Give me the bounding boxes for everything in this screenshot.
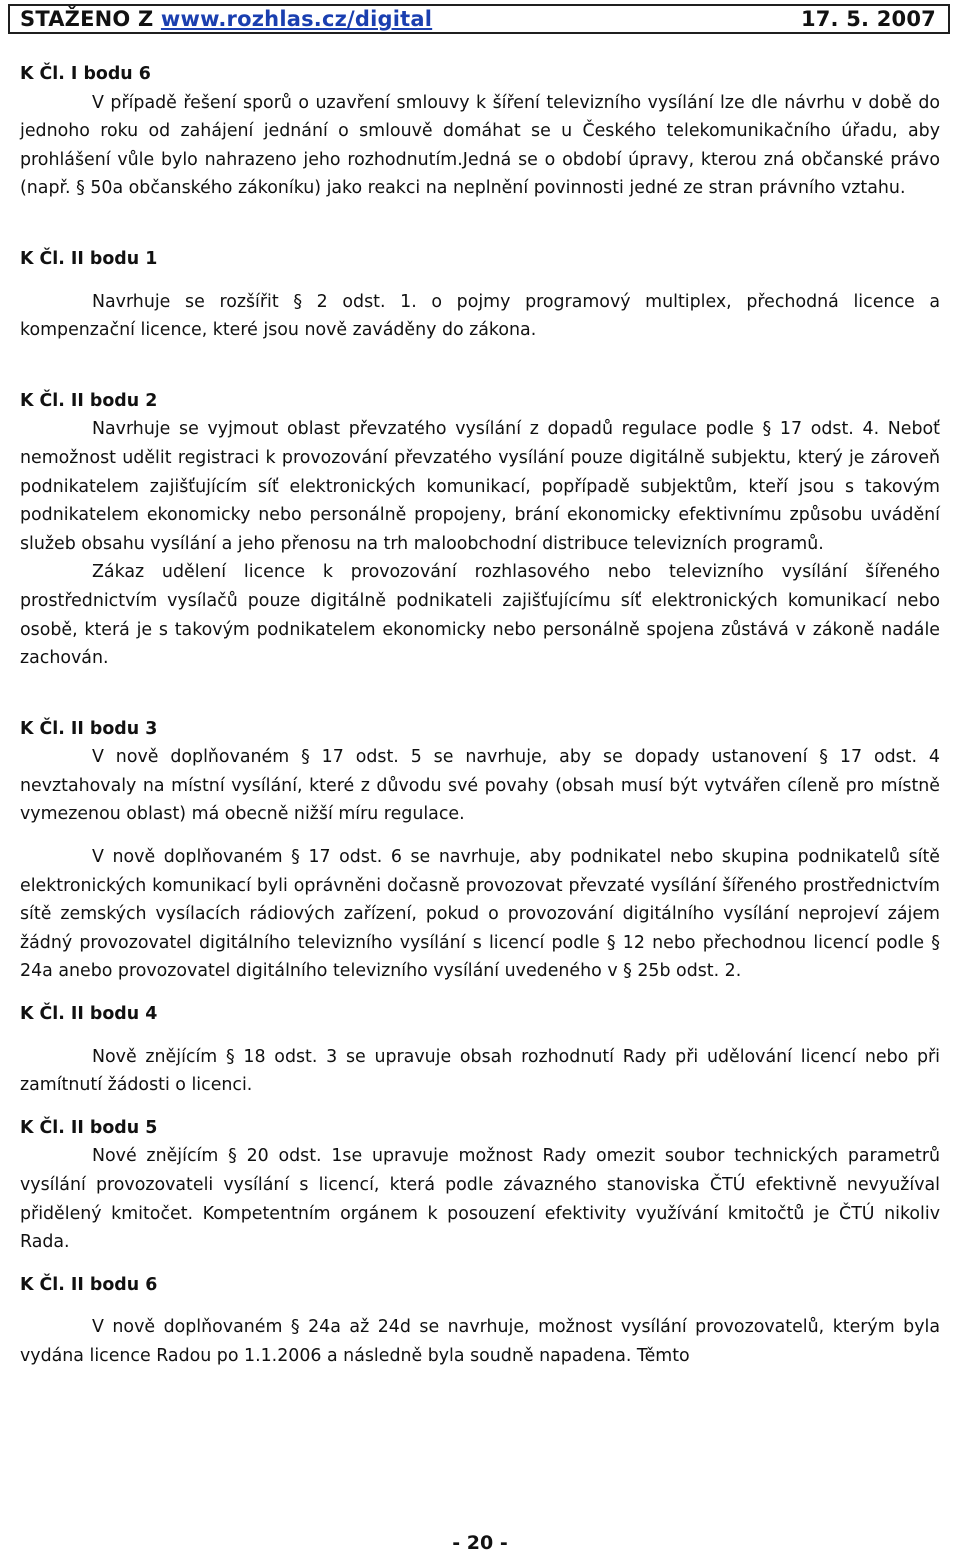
section-cl-ii-bodu-5 <box>20 1114 940 1257</box>
document-body <box>20 60 940 1371</box>
section-heading: K Čl. II bodu 2 <box>20 390 158 411</box>
section-cl-ii-bodu-6 <box>20 1271 940 1371</box>
header-prefix: STAŽENO Z <box>20 7 161 31</box>
page-number: - 20 - <box>452 1532 508 1554</box>
source-link[interactable]: www.rozhlas.cz/digital <box>160 7 433 31</box>
section-heading: K Čl. II bodu 1 <box>20 248 158 269</box>
section-cl-ii-bodu-3 <box>20 715 940 986</box>
section-heading: K Čl. II bodu 4 <box>20 1004 158 1025</box>
paragraph: Nově znějícím § 18 odst. 3 se upravuje obsah rozhodnutí Rady při udělování licencí nebo při zamítnutí žádosti o licenci. <box>20 1046 940 1096</box>
paragraph: Navrhuje se rozšířit § 2 odst. 1. o pojmy programový multiplex, přechodná licence a kompenzační licence, které jsou nově zaváděny do zákona. <box>20 291 940 341</box>
section-heading: K Čl. I bodu 6 <box>20 64 151 84</box>
header-date: 17. 5. 2007 <box>800 7 936 31</box>
paragraph: Zákaz udělení licence k provozování rozhlasového nebo televizního vysílání šířeného prostřednictvím vysílačů pouze digitálně podnikateli zajišťujícímu síť elektronických komunikací nebo osobě, která je s takovým podnikatelem ekonomicky nebo personálně spojena zůstává v zákoně nadále zachován. <box>20 562 940 669</box>
header-source <box>20 7 432 31</box>
section-cl-ii-bodu-2 <box>20 387 940 673</box>
section-heading: K Čl. II bodu 6 <box>20 1274 158 1295</box>
paragraph: V nově doplňovaném § 17 odst. 5 se navrhuje, aby se dopady ustanovení § 17 odst. 4 nevztahovaly na místní vysílání, které z důvodu své povahy (obsah musí být vytvářen cíleně pro místně vymezenou oblast) má obecně nižší míru regulace. <box>20 747 940 825</box>
download-header-box <box>8 4 950 34</box>
paragraph: Navrhuje se vyjmout oblast převzatého vysílání z dopadů regulace podle § 17 odst. 4. Neboť nemožnost udělit registraci k provozování převzatého vysílání pouze digitálně subjektu, který je zároveň podnikatelem zajišťujícím síť elektronických komunikací, popřípadě subjektům, kteří jsou s takovým podnikatelem ekonomicky nebo personálně propojeny, brání ekonomicky efektivnímu způsobu uvádění služeb obsahu vysílání a jeho přenosu na trh maloobchodní distribuce televizních programů. <box>20 419 940 554</box>
paragraph: V nově doplňovaném § 17 odst. 6 se navrhuje, aby podnikatel nebo skupina podnikatelů sítě elektronických komunikací byli oprávněni dočasně provozovat převzaté vysílání šířeného prostřednictvím sítě zemských vysílacích rádiových zařízení, pokud o provozování digitálního vysílání neprojeví zájem žádný provozovatel digitálního televizního vysílání s licencí podle § 12 nebo přechodnou licencí podle § 24a anebo provozovatel digitálního televizního vysílání uvedeného v § 25b odst. 2. <box>20 847 940 982</box>
section-heading: K Čl. II bodu 3 <box>20 718 158 739</box>
section-cl-ii-bodu-4 <box>20 1000 940 1100</box>
section-cl-i-bodu-6 <box>20 60 940 203</box>
paragraph: V případě řešení sporů o uzavření smlouvy k šíření televizního vysílání lze dle návrhu v době do jednoho roku od zahájení jednání o smlouvě domáhat se u Českého telekomunikačního úřadu, aby prohlášení vůle bylo nahrazeno jeho rozhodnutím.Jedná se o období úpravy, kterou zná občanské právo (např. § 50a občanského zákoníku) jako reakci na neplnění povinnosti jedné ze stran právního vztahu. <box>20 92 940 199</box>
section-heading: K Čl. II bodu 5 <box>20 1117 158 1138</box>
section-cl-ii-bodu-1 <box>20 245 940 345</box>
paragraph: Nové znějícím § 20 odst. 1se upravuje možnost Rady omezit soubor technických parametrů vysílání provozovateli vysílání s licencí, která podle závazného stanoviska ČTÚ efektivně nevyužíval přidělený kmitočet. Kompetentním orgánem k posouzení efektivity využívání kmitočtů je ČTÚ nikoliv Rada. <box>20 1146 940 1253</box>
paragraph: V nově doplňovaném § 24a až 24d se navrhuje, možnost vysílání provozovatelů, kterým byla vydána licence Radou po 1.1.2006 a následně byla soudně napadena. Těmto <box>20 1317 940 1366</box>
